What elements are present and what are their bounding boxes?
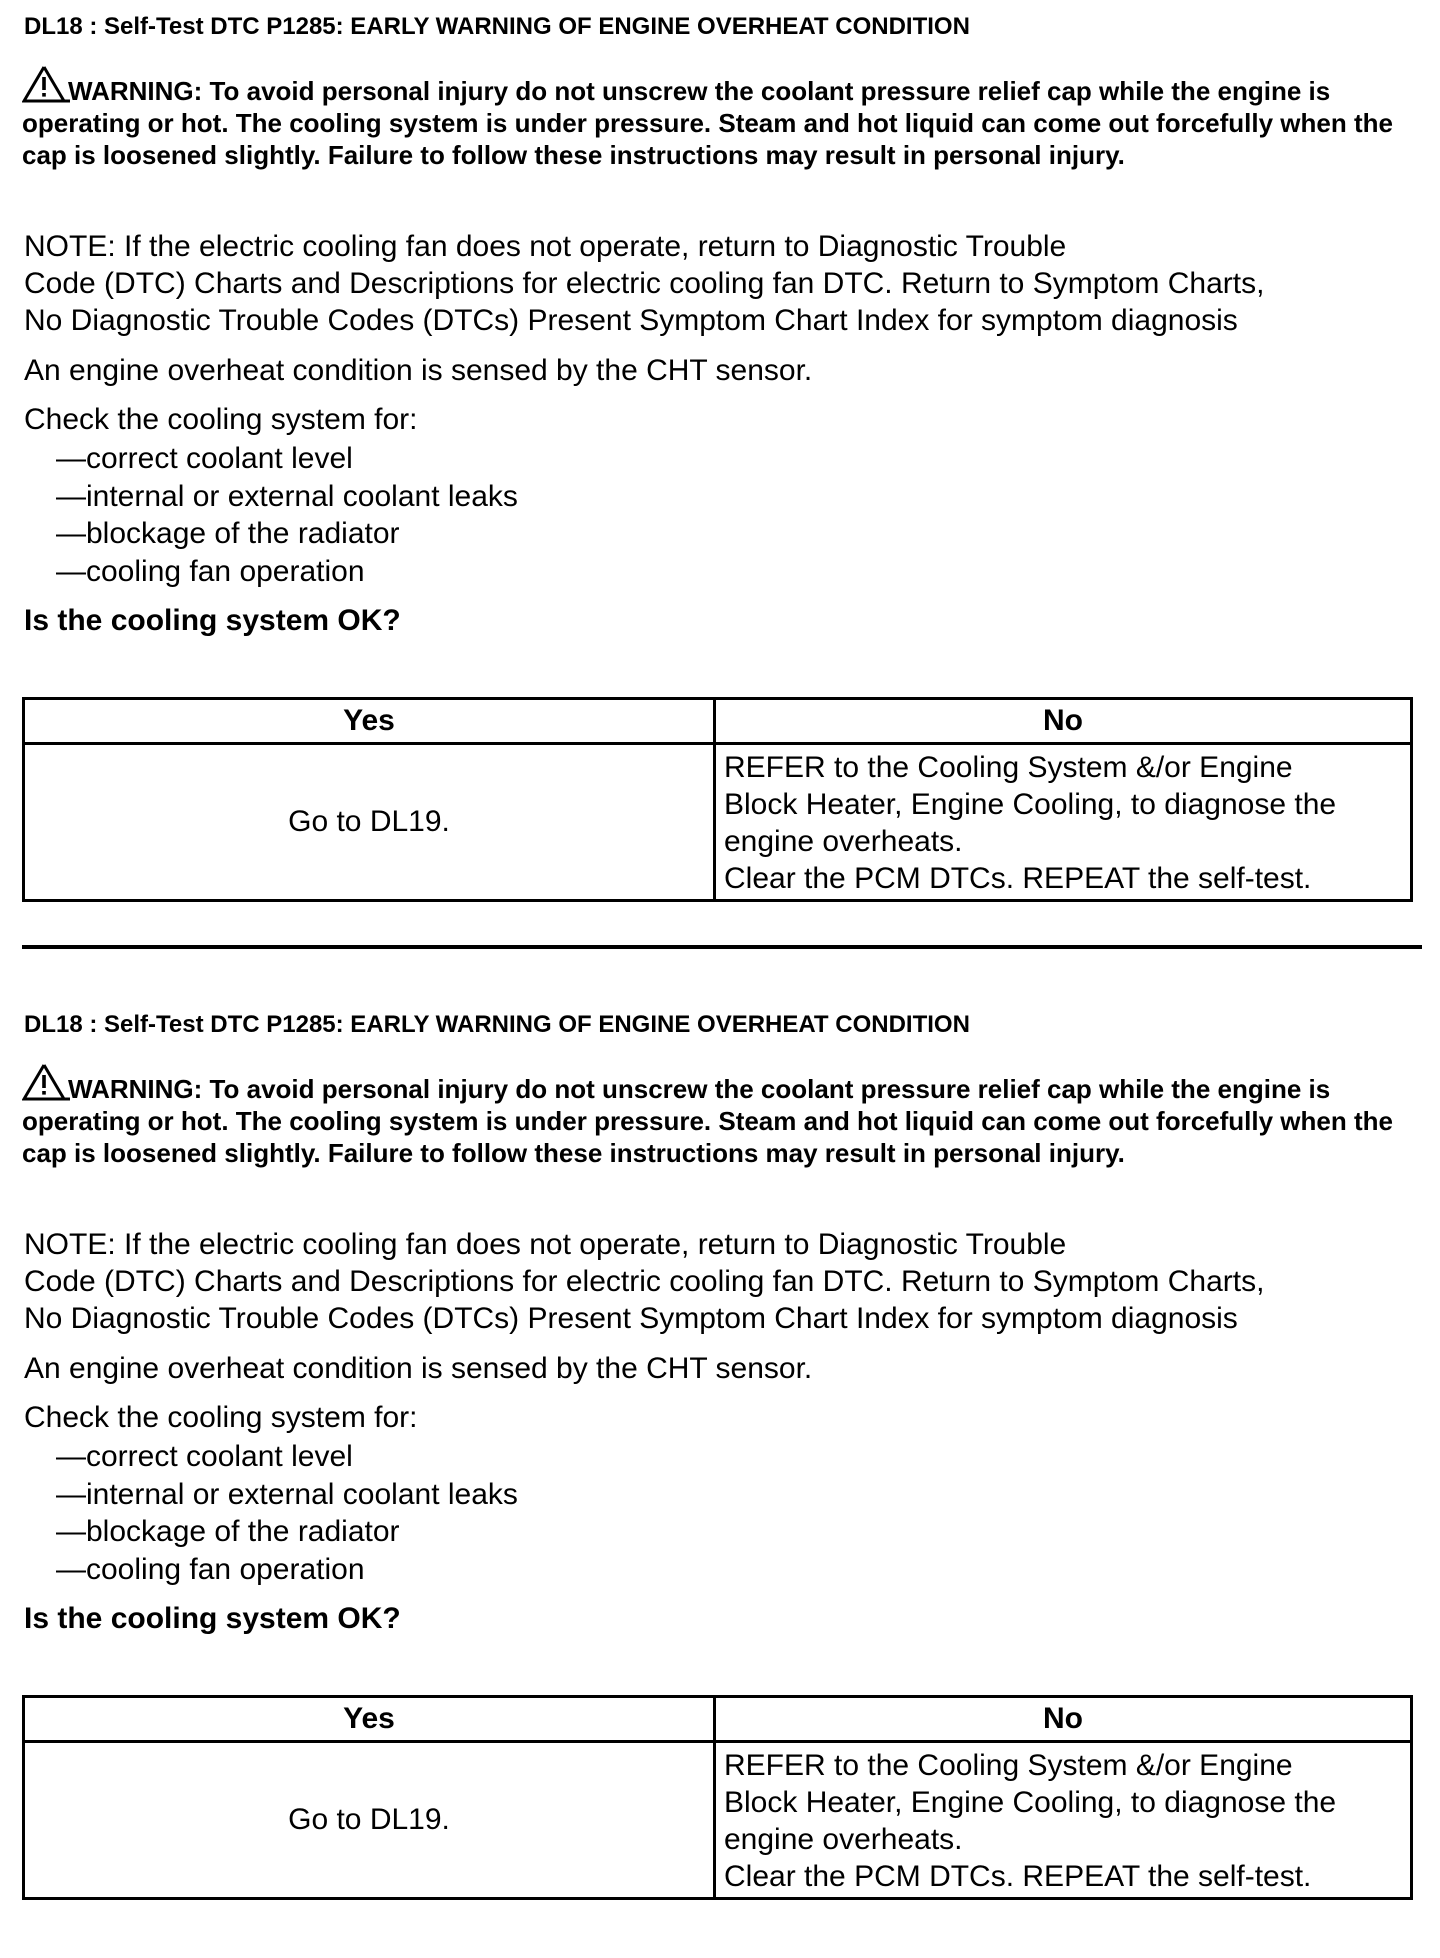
warning-label: WARNING [68,76,194,106]
diagnostic-step-section [0,0,1440,960]
warning-text: : To avoid personal injury do not unscrew the coolant pressure relief cap while the engine is operating or hot. The cooling system is under pressure. Steam and hot liquid can come out forcefully when the cap is loosened slightly. Failure to follow these instructions may result in personal injury. [22,1074,1393,1168]
check-item: —internal or external coolant leaks [56,1477,518,1511]
result-header-row [24,699,1412,744]
result-table [22,1695,1413,1900]
yes-action: Go to DL19. [24,1742,715,1899]
no-action-line: Clear the PCM DTCs. REPEAT the self-test. [724,862,1312,895]
result-body-row [24,744,1412,901]
check-title: Check the cooling system for: [24,403,418,436]
no-action-line: engine overheats. [724,1823,963,1856]
warning-text: : To avoid personal injury do not unscrew the coolant pressure relief cap while the engine is operating or hot. The cooling system is under pressure. Steam and hot liquid can come out forcefully when the cap is loosened slightly. Failure to follow these instructions may result in personal injury. [22,76,1393,170]
check-item: —cooling fan operation [56,554,365,588]
result-body-row [24,1742,1412,1899]
yes-header: Yes [24,699,715,744]
result-header-row [24,1697,1412,1742]
no-action [715,1742,1412,1899]
note-line: NOTE: If the electric cooling fan does not operate, return to Diagnostic Trouble [24,230,1067,263]
check-item: —correct coolant level [56,442,353,475]
note-line: No Diagnostic Trouble Codes (DTCs) Present Symptom Chart Index for symptom diagnosis [24,1302,1238,1335]
no-action-line: Block Heater, Engine Cooling, to diagnose the [724,1786,1337,1819]
question-text: Is the cooling system OK? [24,604,401,637]
no-action [715,744,1412,901]
warning-triangle-icon [22,1062,72,1102]
check-item: —blockage of the radiator [56,517,400,550]
yes-action: Go to DL19. [24,744,715,901]
check-list [56,1438,518,1588]
check-item: —blockage of the radiator [56,1515,400,1548]
check-item: —correct coolant level [56,1440,353,1473]
question-text: Is the cooling system OK? [24,1602,401,1635]
note-line: NOTE: If the electric cooling fan does not operate, return to Diagnostic Trouble [24,1228,1067,1261]
section-divider [22,945,1422,949]
no-action-line: engine overheats. [724,825,963,858]
condition-text: An engine overheat condition is sensed by the CHT sensor. [24,1352,813,1385]
no-header: No [715,1697,1412,1742]
no-action-line: REFER to the Cooling System &/or Engine [724,751,1293,784]
no-action-line: Clear the PCM DTCs. REPEAT the self-test. [724,1860,1312,1893]
note-line: No Diagnostic Trouble Codes (DTCs) Present Symptom Chart Index for symptom diagnosis [24,304,1238,337]
check-item: —internal or external coolant leaks [56,479,518,513]
no-header: No [715,699,1412,744]
step-title: DL18 : Self-Test DTC P1285: EARLY WARNING OF ENGINE OVERHEAT CONDITION [24,13,970,40]
warning-block [22,1062,1402,1169]
warning-block [22,64,1402,171]
note-line: Code (DTC) Charts and Descriptions for electric cooling fan DTC. Return to Symptom Charts, [24,1265,1265,1298]
result-table [22,697,1413,902]
check-list [56,440,518,590]
yes-header: Yes [24,1697,715,1742]
check-title: Check the cooling system for: [24,1401,418,1434]
step-title: DL18 : Self-Test DTC P1285: EARLY WARNING OF ENGINE OVERHEAT CONDITION [24,1011,970,1038]
warning-label: WARNING [68,1074,194,1104]
condition-text: An engine overheat condition is sensed by the CHT sensor. [24,354,813,387]
no-action-line: Block Heater, Engine Cooling, to diagnose the [724,788,1337,821]
warning-triangle-icon [22,64,72,104]
check-item: —cooling fan operation [56,1552,365,1586]
no-action-line: REFER to the Cooling System &/or Engine [724,1749,1293,1782]
diagnostic-step-section [0,998,1440,1958]
note-block [24,228,1264,339]
note-block [24,1226,1264,1337]
note-line: Code (DTC) Charts and Descriptions for electric cooling fan DTC. Return to Symptom Charts, [24,267,1265,300]
